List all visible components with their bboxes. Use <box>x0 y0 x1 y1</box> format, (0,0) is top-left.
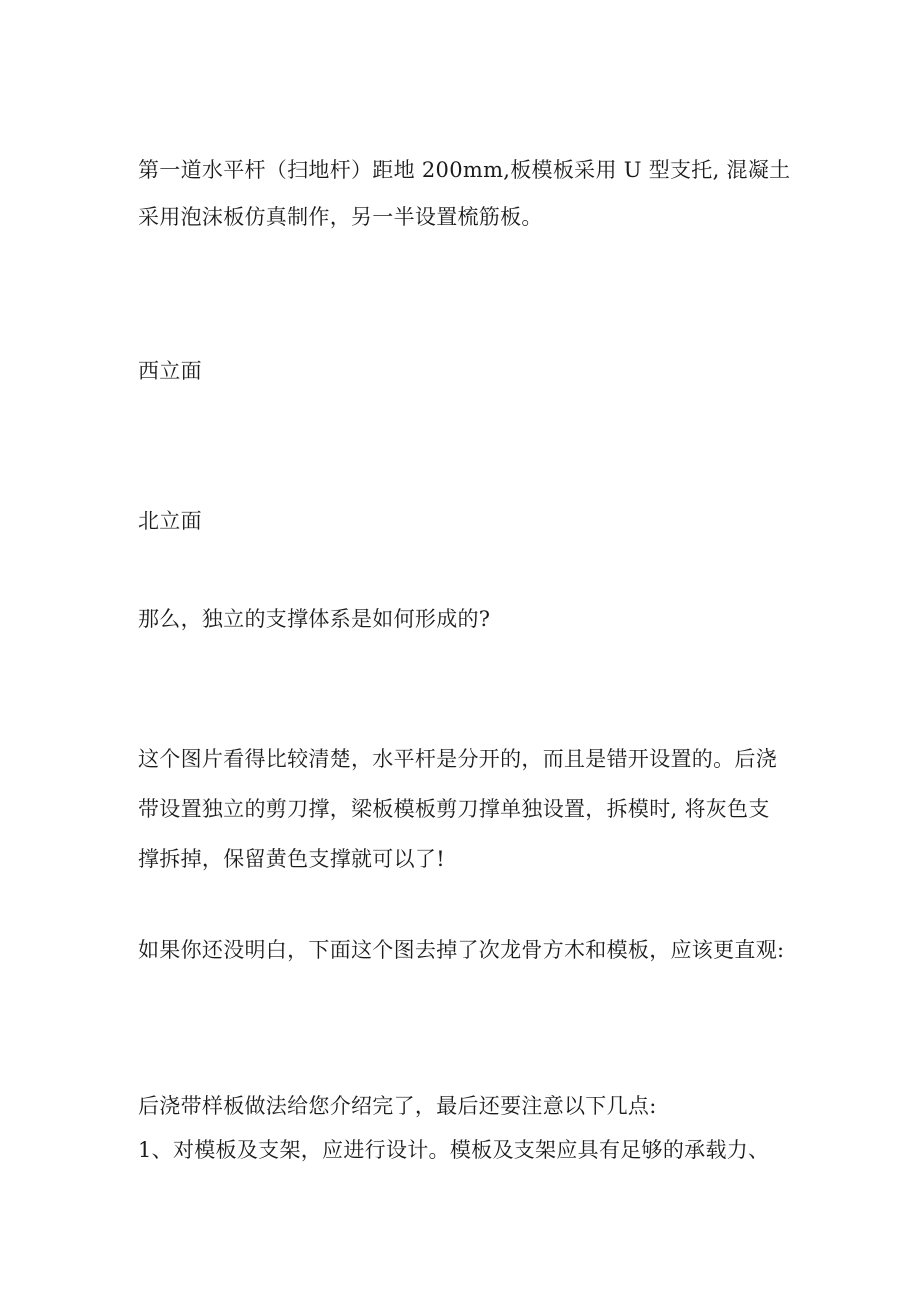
paragraph-line: 后浇带样板做法给您介绍完了，最后还要注意以下几点: <box>138 1094 657 1118</box>
paragraph-line: 第一道水平杆（扫地杆）距地 200mm,板模板采用 U 型支托, 混凝土 <box>138 158 791 182</box>
paragraph-line: 带设置独立的剪刀撑，梁板模板剪刀撑单独设置，拆模时, 将灰色支 <box>138 797 770 821</box>
list-item: 1、对模板及支架，应进行设计。模板及支架应具有足够的承载力、 <box>138 1138 770 1162</box>
paragraph-line: 撑拆掉，保留黄色支撑就可以了! <box>138 847 445 871</box>
question-line: 那么，独立的支撑体系是如何形成的? <box>138 607 491 631</box>
caption-west-elevation: 西立面 <box>138 359 202 383</box>
paragraph-line: 这个图片看得比较清楚，水平杆是分开的，而且是错开设置的。后浇 <box>138 747 777 771</box>
paragraph-line: 如果你还没明白，下面这个图去掉了次龙骨方木和模板，应该更直观: <box>138 938 785 962</box>
caption-north-elevation: 北立面 <box>138 509 202 533</box>
paragraph-line: 采用泡沫板仿真制作，另一半设置梳筋板。 <box>138 205 543 229</box>
